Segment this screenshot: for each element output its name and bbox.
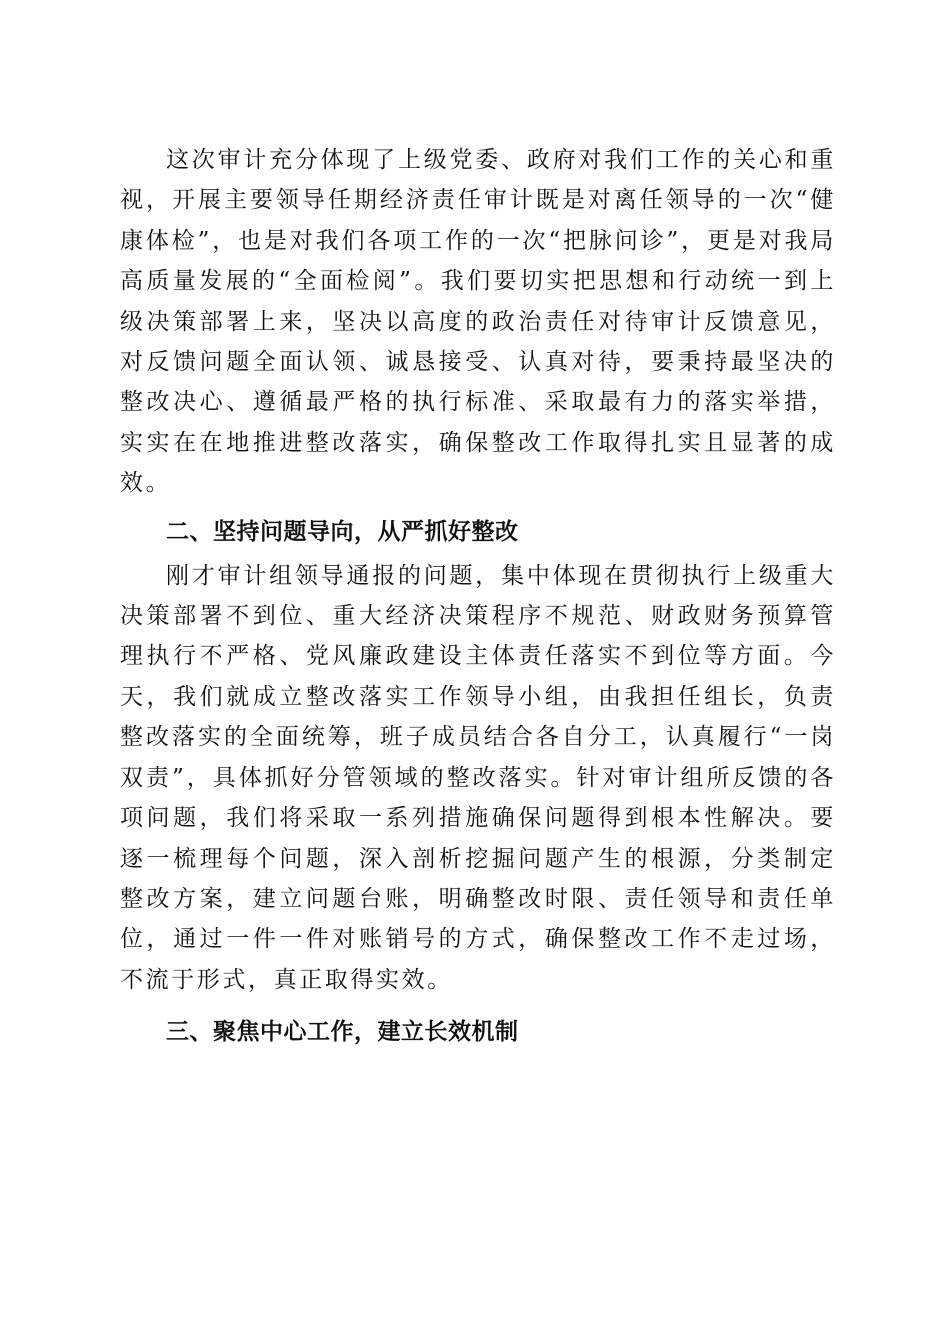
document-body [120, 140, 836, 1052]
paragraph-rectification: 刚才审计组领导通报的问题，集中体现在贯彻执行上级重大决策部署不到位、重大经济决策程序不规范、财政财务预算管理执行不严格、党风廉政建设主体责任落实不到位等方面。今天，我们就成立整改落实工作领导小组，由我担任组长，负责整改落实的全面统筹，班子成员结合各自分工，认真履行“一岗双责”，具体抓好分管领域的整改落实。针对审计组所反馈的各项问题，我们将采取一系列措施确保问题得到根本性解决。要逐一梳理每个问题，深入剖析挖掘问题产生的根源，分类制定整改方案，建立问题台账，明确整改时限、责任领导和责任单位，通过一件一件对账销号的方式，确保整改工作不走过场，不流于形式，真正取得实效。 [120, 562, 836, 993]
paragraph-audit-significance: 这次审计充分体现了上级党委、政府对我们工作的关心和重视，开展主要领导任期经济责任审计既是对离任领导的一次“健康体检”，也是对我们各项工作的一次“把脉问诊”，更是对我局高质量发展的“全面检阅”。我们要切实把思想和行动统一到上级决策部署上来，坚决以高度的政治责任对待审计反馈意见，对反馈问题全面认领、诚恳接受、认真对待，要秉持最坚决的整改决心、遵循最严格的执行标准、采取最有力的落实举措，实实在在地推进整改落实，确保整改工作取得扎实且显著的成效。 [120, 147, 836, 497]
section-heading-2: 二、坚持问题导向，从严抓好整改 [166, 518, 519, 545]
section-heading-3: 三、聚焦中心工作，建立长效机制 [166, 1019, 519, 1046]
